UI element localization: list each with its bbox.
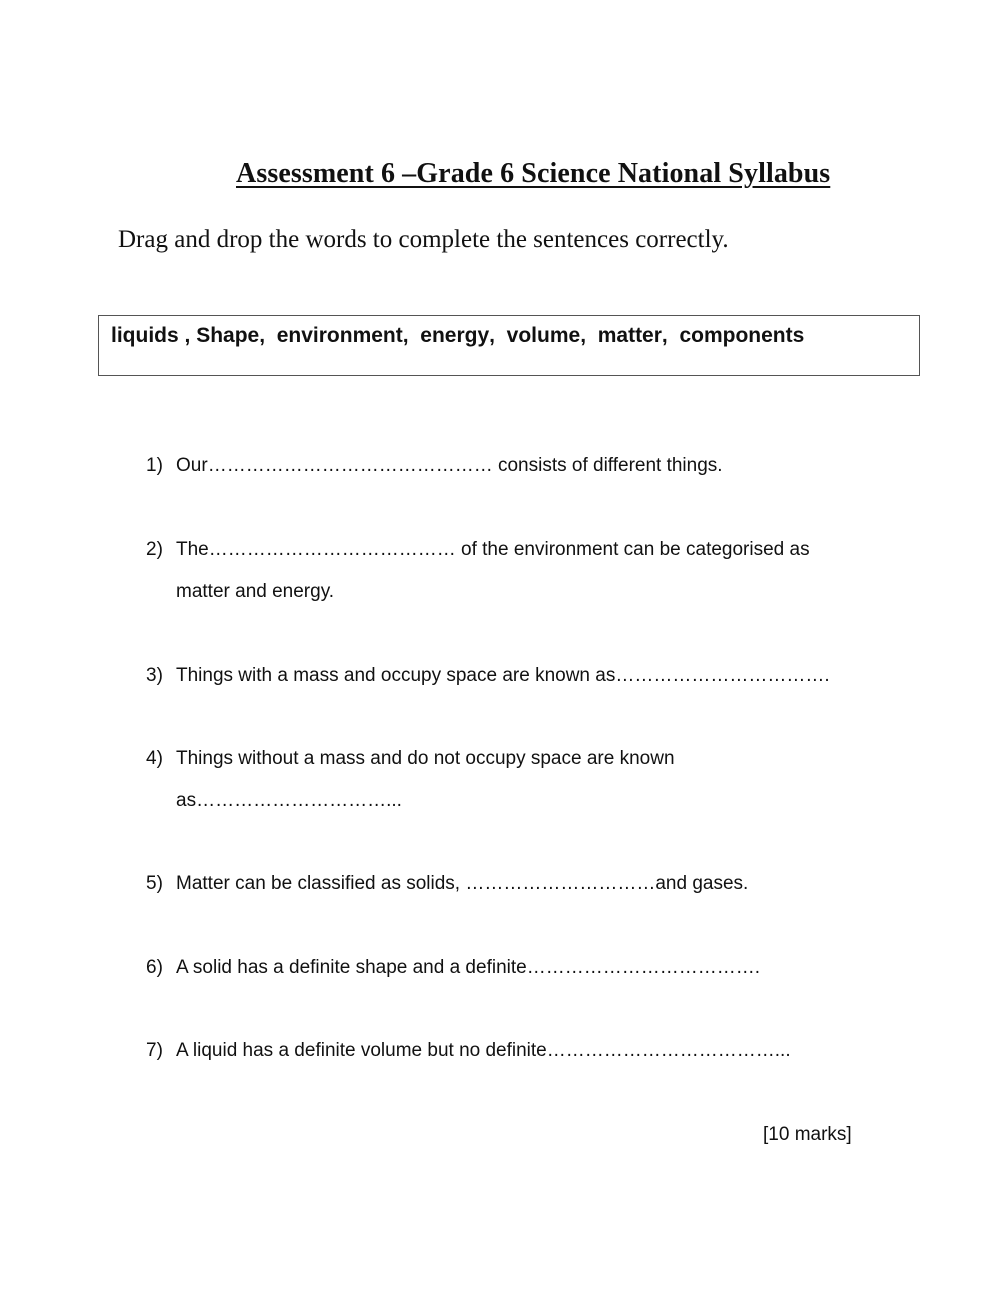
word-bank [98, 315, 920, 376]
word-separator: , [402, 324, 421, 347]
question-number: 4) [146, 748, 163, 769]
question-text-before: A solid has a definite shape and a definite [176, 957, 527, 978]
question-text-before: Things with a mass and occupy space are known as [176, 665, 616, 686]
question-line [176, 947, 760, 989]
answer-blank-4[interactable]: …………………………... [196, 790, 402, 811]
word-separator: , [661, 324, 680, 347]
word-separator: , [489, 324, 507, 347]
question-text-before: The [176, 539, 209, 560]
answer-blank-3[interactable]: ……………………………. [615, 665, 830, 686]
word-liquids[interactable]: liquids [111, 324, 179, 347]
question-number: 5) [146, 873, 163, 894]
question-4 [146, 738, 675, 822]
question-line-continued: matter and energy. [176, 581, 335, 602]
question-text-before: Matter can be classified as solids, [176, 873, 466, 894]
word-environment[interactable]: environment [276, 324, 403, 347]
question-text-after: consists of different things. [492, 455, 723, 476]
word-separator: , [259, 324, 277, 347]
question-number: 3) [146, 665, 163, 686]
question-line [176, 445, 723, 487]
word-separator: , [580, 324, 598, 347]
total-marks: [10 marks] [763, 1124, 852, 1145]
word-separator: , [178, 324, 197, 347]
question-number: 2) [146, 539, 163, 560]
word-matter[interactable]: matter [597, 324, 662, 347]
word-shape[interactable]: Shape [196, 324, 260, 347]
question-3 [146, 655, 830, 697]
question-text-after: of the environment can be categorised as [455, 539, 810, 560]
question-2 [146, 529, 810, 613]
question-line: Things without a mass and do not occupy space are known [176, 748, 675, 769]
answer-blank-5[interactable]: ………………………… [465, 873, 656, 894]
answer-blank-6[interactable]: ………………………………. [526, 957, 760, 978]
question-line-continued [176, 780, 675, 822]
word-components[interactable]: components [679, 324, 805, 347]
word-volume[interactable]: volume [506, 324, 581, 347]
assessment-title: Assessment 6 –Grade 6 Science National Syllabus [236, 158, 831, 189]
question-line [176, 529, 810, 571]
word-energy[interactable]: energy [420, 324, 490, 347]
question-line [176, 1030, 791, 1072]
question-number: 6) [146, 957, 163, 978]
question-1 [146, 445, 723, 487]
question-text-before: Our [176, 455, 208, 476]
question-text-after: and gases. [655, 873, 749, 894]
instruction-text: Drag and drop the words to complete the sentences correctly. [118, 226, 729, 253]
question-6 [146, 947, 760, 989]
question-number: 1) [146, 455, 163, 476]
question-number: 7) [146, 1040, 163, 1061]
question-text-before: A liquid has a definite volume but no definite [176, 1040, 547, 1061]
question-5 [146, 863, 748, 905]
question-line [176, 655, 830, 697]
question-text-continued: as [176, 790, 197, 811]
answer-blank-2[interactable]: ………………………………… [208, 539, 456, 560]
answer-blank-7[interactable]: ………………………………... [546, 1040, 791, 1061]
question-line [176, 863, 748, 905]
answer-blank-1[interactable]: ……………………………………… [207, 455, 493, 476]
question-7 [146, 1030, 791, 1072]
